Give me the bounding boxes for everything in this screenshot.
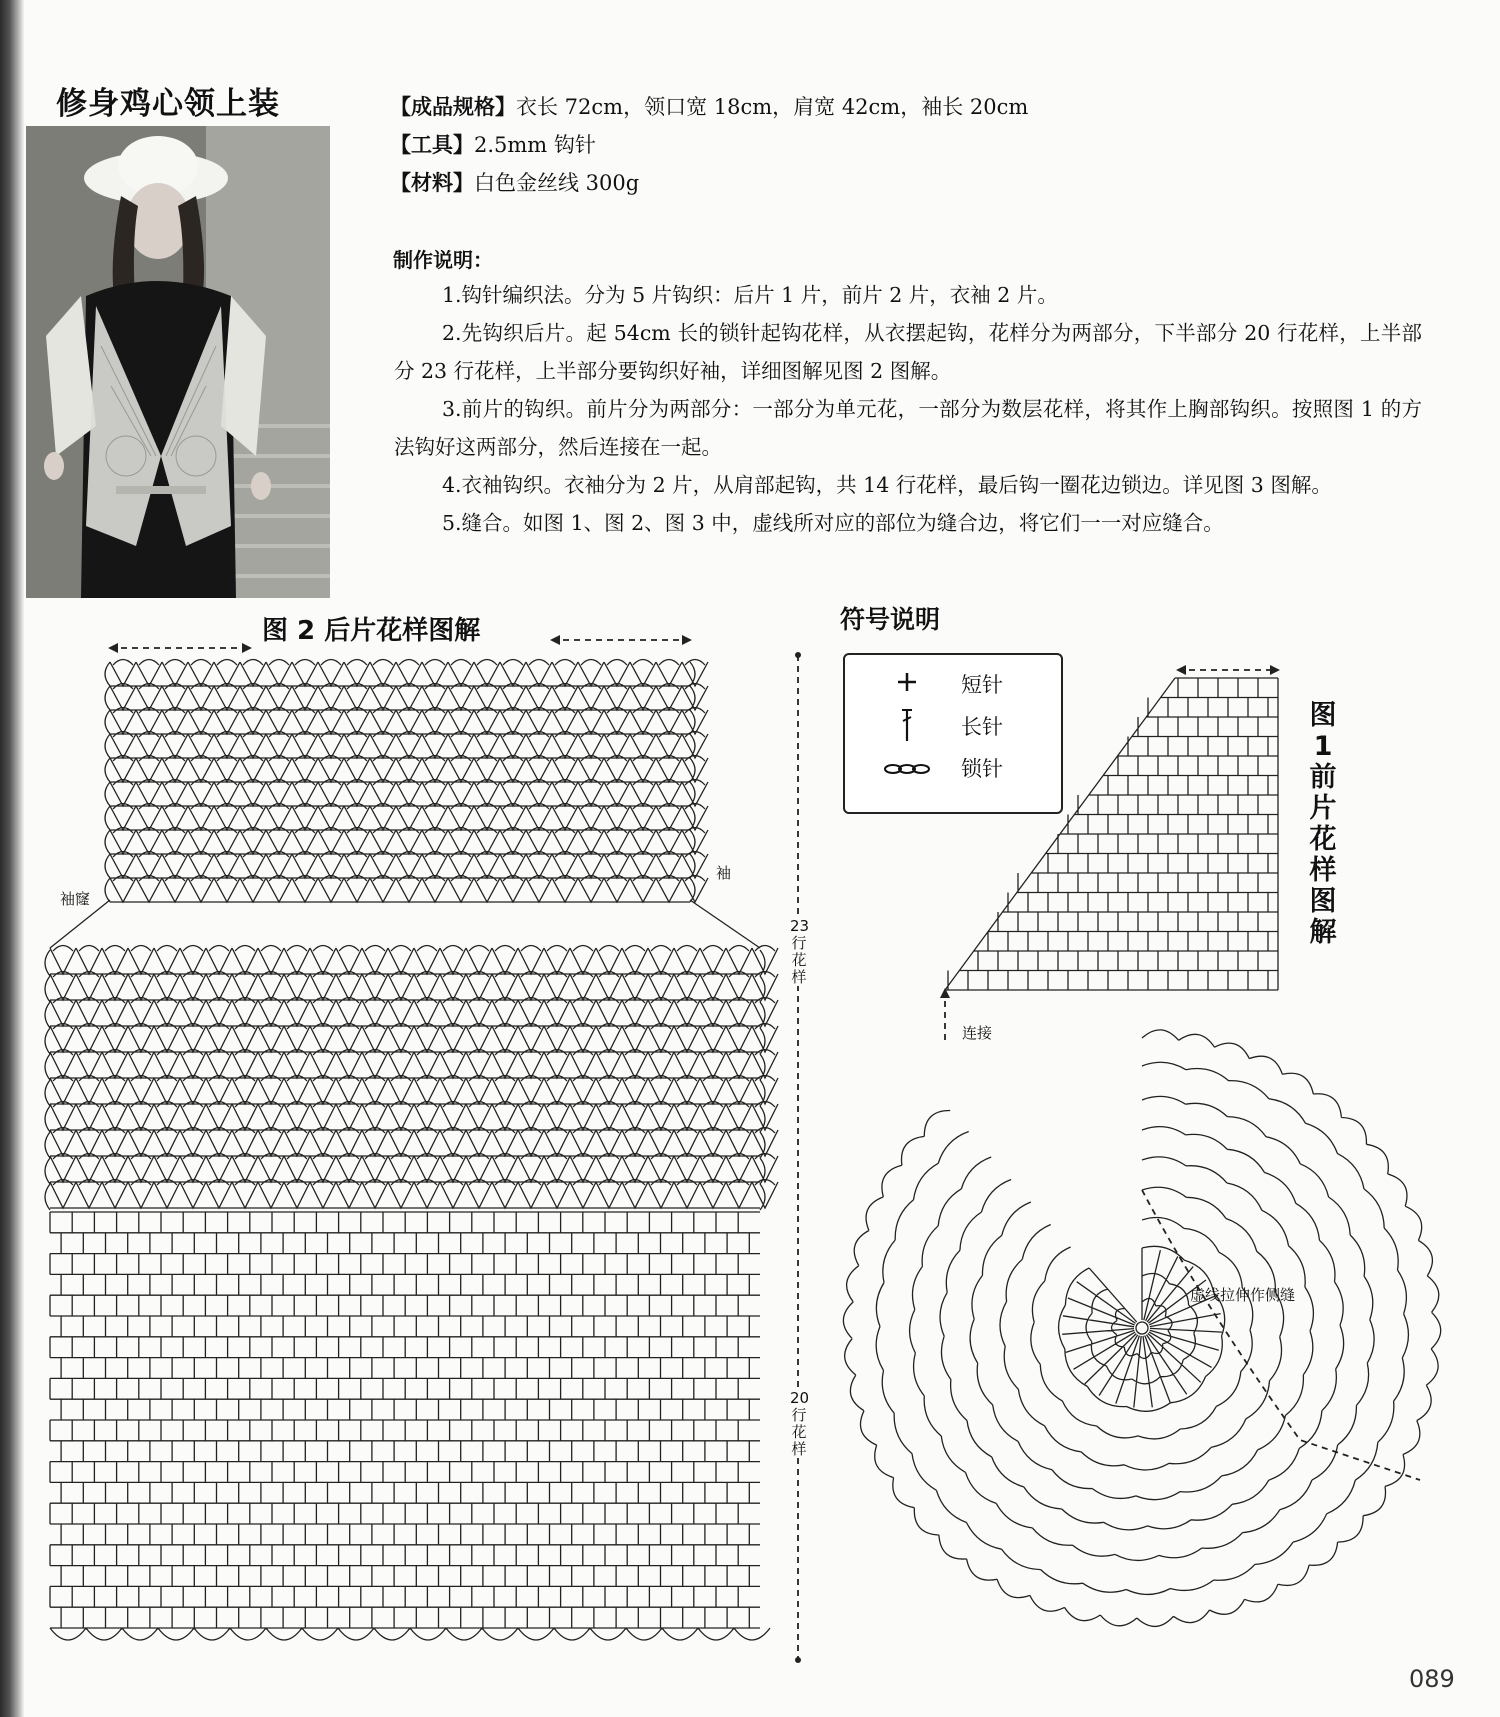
- instruction-step: 5.缝合。如图 1、图 2、图 3 中，虚线所对应的部位为缝合边，将它们一一对应缝合。: [442, 511, 1224, 535]
- instruction-step: 2.先钩织后片。起 54cm 长的锁针起钩花样，从衣摆起钩，花样分为两部分，下半部分 20 行花样，上半部分 23 行花样，上半部分要钩织好袖，详细图解见图 2 图解。: [394, 321, 1422, 383]
- legend-item-double-crochet: 长针: [845, 705, 1061, 745]
- armhole-label: 袖窿: [60, 890, 91, 908]
- upper-rows-label: 23行花样: [790, 917, 810, 986]
- single-crochet-icon: [883, 667, 931, 699]
- spec-tool: 【工具】2.5mm 钩针: [390, 133, 596, 157]
- legend-title: 符号说明: [840, 605, 941, 634]
- chain-stitch-icon: [883, 751, 931, 783]
- spec-size: 【成品规格】衣长 72cm，领口宽 18cm，肩宽 42cm，袖长 20cm: [390, 95, 1029, 119]
- legend-item-chain-stitch: 锁针: [845, 747, 1061, 787]
- figure1-title: 图1前片花样图解: [1309, 700, 1337, 948]
- legend-item-single-crochet: 短针: [845, 663, 1061, 703]
- symbol-legend: [843, 653, 1063, 814]
- page-number: 089: [1409, 1665, 1455, 1693]
- page-title: 修身鸡心领上装: [56, 86, 280, 122]
- instruction-step: 1.钩针编织法。分为 5 片钩织：后片 1 片，前片 2 片，衣袖 2 片。: [442, 283, 1058, 307]
- instruction-step: 3.前片的钩织。前片分为两部分：一部分为单元花，一部分为数层花样，将其作上胸部钩织。按照图 1 的方法钩好这两部分，然后连接在一起。: [394, 397, 1422, 459]
- double-crochet-icon: [883, 709, 931, 741]
- sleeve-label: 袖: [716, 864, 732, 882]
- join-label: 连接: [962, 1024, 993, 1042]
- instructions-heading: 制作说明：: [393, 248, 493, 272]
- lower-rows-label: 20行花样: [790, 1389, 810, 1458]
- dashed-line-note: 虚线拉伸作侧缝: [1190, 1286, 1296, 1304]
- instruction-step: 4.衣袖钩织。衣袖分为 2 片，从肩部起钩，共 14 行花样，最后钩一圈花边锁边。详见图 3 图解。: [442, 473, 1332, 497]
- figure2-title: 图 2 后片花样图解: [262, 616, 481, 646]
- spec-material: 【材料】白色金丝线 300g: [390, 171, 640, 195]
